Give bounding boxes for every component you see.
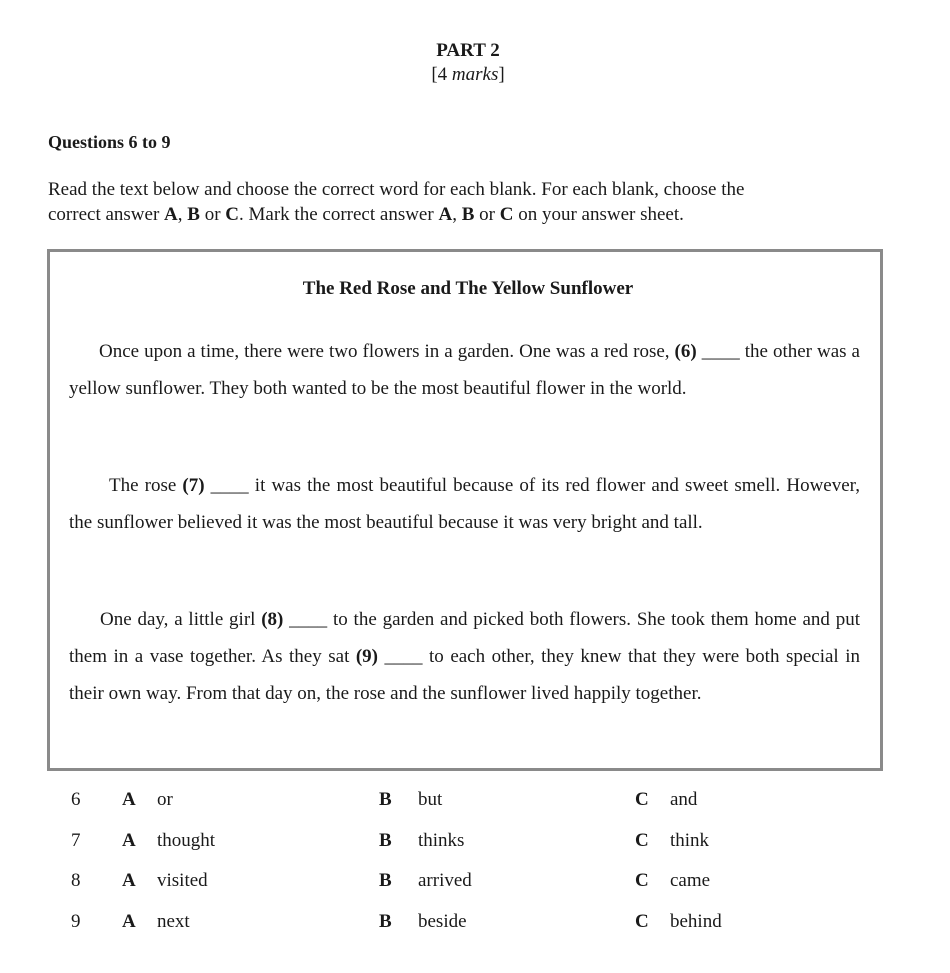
- instructions: [48, 177, 878, 227]
- option-c: came: [670, 870, 711, 891]
- option-letter-b: B: [379, 910, 392, 932]
- paragraph-text: ____ to each other, they knew that they were both special in their own way. From that day on, the rose and the sunflower lived happily together.: [69, 646, 860, 704]
- instructions-text: . Mark the correct answer: [239, 204, 439, 225]
- option-b: beside: [418, 910, 467, 932]
- paragraph-text: ____ the other was a yellow sunflower. They both wanted to be the most beautiful flower in the world.: [69, 341, 860, 399]
- question-number: 7: [71, 829, 81, 851]
- option-letter-c: C: [635, 870, 649, 891]
- option-row-6: [0, 785, 950, 826]
- option-c: and: [670, 789, 698, 810]
- option-a: thought: [157, 829, 216, 851]
- blank-marker-6: (6): [674, 341, 697, 362]
- instructions-text: on your answer sheet.: [513, 204, 684, 225]
- part-title: PART 2: [436, 40, 500, 61]
- option-letter-b: B: [187, 204, 200, 225]
- paragraph-text: ____ to the garden and picked both flowers. She took them home and put them in a vase together. As they sat: [69, 609, 861, 667]
- option-letter-b: B: [379, 789, 392, 810]
- instructions-line-1: Read the text below and choose the correct word for each blank. For each blank, choose the: [48, 179, 745, 200]
- option-letter-a: A: [122, 829, 136, 851]
- option-letter-a: A: [164, 204, 178, 225]
- instructions-text: or: [474, 204, 500, 225]
- instructions-text: ,: [177, 204, 188, 225]
- option-letter-a: A: [122, 910, 136, 932]
- answer-options: [0, 785, 950, 947]
- option-letter-a: A: [122, 870, 136, 891]
- passage-paragraph-2: [69, 467, 860, 541]
- option-letter-c: C: [499, 204, 514, 225]
- option-c: behind: [670, 910, 722, 932]
- question-number: 9: [71, 910, 81, 932]
- option-row-9: [0, 907, 950, 948]
- passage-paragraph-1: [69, 333, 860, 407]
- blank-marker-9: (9): [355, 646, 379, 667]
- option-a: next: [157, 910, 190, 932]
- instructions-text: ,: [452, 204, 462, 225]
- paragraph-text: The rose: [109, 475, 183, 496]
- option-letter-b: B: [461, 204, 475, 225]
- paragraph-text: One day, a little girl: [100, 609, 262, 630]
- option-b: thinks: [418, 829, 465, 851]
- option-letter-a: A: [122, 789, 136, 810]
- option-letter-c: C: [225, 204, 240, 225]
- option-b: arrived: [418, 870, 472, 891]
- questions-heading: Questions 6 to 9: [48, 132, 171, 152]
- marks-word: marks: [451, 64, 499, 85]
- part-marks: [0, 64, 936, 86]
- option-row-8: [0, 866, 950, 907]
- option-a: visited: [157, 870, 208, 891]
- marks-close: ]: [498, 64, 505, 85]
- option-letter-b: B: [379, 829, 392, 851]
- option-a: or: [157, 789, 173, 810]
- marks-open: [4: [431, 64, 452, 85]
- instructions-text: correct answer: [48, 204, 165, 225]
- blank-marker-7: (7): [182, 475, 205, 496]
- option-letter-c: C: [635, 910, 649, 932]
- instructions-text: or: [199, 204, 226, 225]
- blank-marker-8: (8): [261, 609, 284, 630]
- question-number: 8: [71, 870, 81, 891]
- passage-title: The Red Rose and The Yellow Sunflower: [302, 278, 634, 299]
- paragraph-text: Once upon a time, there were two flowers in a garden. One was a red rose,: [99, 341, 675, 362]
- option-letter-a: A: [438, 204, 453, 225]
- option-c: think: [670, 829, 710, 851]
- option-letter-c: C: [635, 829, 649, 851]
- option-letter-c: C: [635, 789, 649, 810]
- passage-paragraph-3: [69, 601, 860, 712]
- question-number: 6: [71, 789, 81, 810]
- option-row-7: [0, 826, 950, 867]
- paragraph-text: ____ it was the most beautiful because of its red flower and sweet smell. However, the sunflower believed it was the most beautiful because it was very bright and tall.: [69, 475, 860, 533]
- option-letter-b: B: [379, 870, 392, 891]
- option-b: but: [418, 789, 443, 810]
- instructions-line-2: [48, 202, 878, 227]
